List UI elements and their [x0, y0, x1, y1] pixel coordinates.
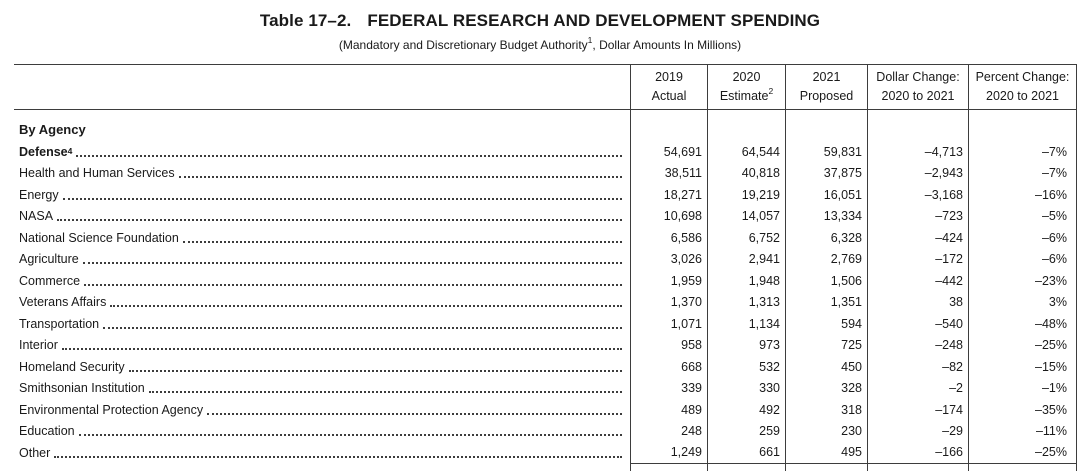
- cell-percent-change: 3%: [968, 292, 1077, 314]
- row-label: Veterans Affairs: [19, 295, 107, 310]
- cell-percent-change: –25%: [968, 442, 1077, 464]
- cell-dollar-change: –2,943: [867, 163, 968, 185]
- row-label: Energy: [19, 187, 59, 202]
- cell-percent-change: –16%: [968, 184, 1077, 206]
- dot-leader: [129, 370, 622, 372]
- table-title: [0, 11, 1080, 31]
- cell-2019-actual: 6,586: [630, 227, 707, 249]
- cell-2020-estimate: 532: [707, 356, 785, 378]
- dot-leader: [183, 241, 622, 243]
- cell-2021-proposed: 13,334: [785, 206, 867, 228]
- cell-dollar-change: –424: [867, 227, 968, 249]
- dot-leader: [62, 348, 622, 350]
- section-label: By Agency: [19, 122, 86, 137]
- cell-2021-proposed: 6,328: [785, 227, 867, 249]
- cell-2020-estimate: 2,941: [707, 249, 785, 271]
- subtitle-text: , Dollar Amounts In Millions): [592, 38, 742, 52]
- cell-2019-actual: 668: [630, 356, 707, 378]
- row-label: Defense: [19, 144, 68, 159]
- cell-2020-estimate: 661: [707, 442, 785, 464]
- row-label: Transportation: [19, 316, 100, 331]
- cell-percent-change: –11%: [968, 421, 1077, 443]
- cell-percent-change: –35%: [968, 399, 1077, 421]
- cell-percent-change: –48%: [968, 313, 1077, 335]
- cell-2021-proposed: 328: [785, 378, 867, 400]
- cell-2021-proposed: 725: [785, 335, 867, 357]
- cell-percent-change: –5%: [968, 206, 1077, 228]
- column-header-2021-proposed: 2021 Proposed: [785, 64, 867, 110]
- cell-2019-actual: 248: [630, 421, 707, 443]
- cell-dollar-change: –3,168: [867, 184, 968, 206]
- row-label: Interior: [19, 338, 58, 353]
- cell-2019-actual: 38,511: [630, 163, 707, 185]
- cell-2019-actual: 1,959: [630, 270, 707, 292]
- cell-dollar-change: –540: [867, 313, 968, 335]
- cell-2021-proposed: 450: [785, 356, 867, 378]
- subtitle-text: (Mandatory and Discretionary Budget Authority: [338, 38, 588, 52]
- cell-dollar-change: –723: [867, 206, 968, 228]
- dot-leader: [207, 413, 622, 415]
- stub-header-cell: [14, 64, 630, 110]
- cell-2020-estimate: 1,948: [707, 270, 785, 292]
- column-header-dollar-change: Dollar Change: 2020 to 2021: [867, 64, 968, 110]
- row-label: National Science Foundation: [19, 230, 179, 245]
- cell-2019-actual: 3,026: [630, 249, 707, 271]
- dot-leader: [54, 456, 622, 458]
- cell-2021-proposed: 2,769: [785, 249, 867, 271]
- table-title-block: [0, 11, 1080, 52]
- cell-dollar-change: –29: [867, 421, 968, 443]
- cell-2020-estimate: 14,057: [707, 206, 785, 228]
- cell-2020-estimate: 492: [707, 399, 785, 421]
- cell-2021-proposed: 318: [785, 399, 867, 421]
- cell-2021-proposed: 37,875: [785, 163, 867, 185]
- cell-2021-proposed: 59,831: [785, 141, 867, 163]
- row-label: Smithsonian Institution: [19, 381, 145, 396]
- cell-percent-change: –1%: [968, 378, 1077, 400]
- cell-2020-estimate: 259: [707, 421, 785, 443]
- row-label: Environmental Protection Agency: [19, 402, 204, 417]
- cell-2021-proposed: 594: [785, 313, 867, 335]
- cell-2019-actual: 1,249: [630, 442, 707, 464]
- cell-2020-estimate: 19,219: [707, 184, 785, 206]
- cell-2019-actual: 10,698: [630, 206, 707, 228]
- cell-dollar-change: –174: [867, 399, 968, 421]
- dot-leader: [83, 262, 622, 264]
- cell-2019-actual: 958: [630, 335, 707, 357]
- footnote-marker: 1: [587, 35, 593, 45]
- row-label: Education: [19, 424, 75, 439]
- data-table: [14, 64, 1077, 471]
- row-label: Homeland Security: [19, 359, 125, 374]
- cell-2019-actual: 489: [630, 399, 707, 421]
- dot-leader: [110, 305, 622, 307]
- cell-2020-estimate: 64,544: [707, 141, 785, 163]
- cell-percent-change: –7%: [968, 163, 1077, 185]
- dot-leader: [84, 284, 622, 286]
- cell-2020-estimate: 6,752: [707, 227, 785, 249]
- dot-leader: [57, 219, 622, 221]
- cell-2020-estimate: 330: [707, 378, 785, 400]
- footnote-marker: 4: [67, 145, 73, 156]
- row-label: NASA: [19, 209, 54, 224]
- cell-percent-change: –23%: [968, 270, 1077, 292]
- table-number: Table 17–2.: [259, 11, 352, 30]
- column-header-2019-actual: 2019 Actual: [630, 64, 707, 110]
- cell-2019-actual: 339: [630, 378, 707, 400]
- cell-2020-estimate: 1,134: [707, 313, 785, 335]
- cell-dollar-change: –442: [867, 270, 968, 292]
- cell-2019-actual: 18,271: [630, 184, 707, 206]
- cell-percent-change: –6%: [968, 249, 1077, 271]
- cell-2019-actual: 54,691: [630, 141, 707, 163]
- table-heading: FEDERAL RESEARCH AND DEVELOPMENT SPENDING: [367, 11, 821, 30]
- cell-dollar-change: –166: [867, 442, 968, 464]
- row-label: Health and Human Services: [19, 166, 175, 181]
- cell-dollar-change: –248: [867, 335, 968, 357]
- dot-leader: [79, 434, 622, 436]
- dot-leader: [76, 155, 622, 157]
- cell-percent-change: –25%: [968, 335, 1077, 357]
- cell-percent-change: –15%: [968, 356, 1077, 378]
- cell-2021-proposed: 1,351: [785, 292, 867, 314]
- footnote-marker: 2: [768, 85, 774, 96]
- cell-dollar-change: –82: [867, 356, 968, 378]
- row-label: Commerce: [19, 273, 81, 288]
- cell-percent-change: –6%: [968, 227, 1077, 249]
- cell-dollar-change: –172: [867, 249, 968, 271]
- cell-2021-proposed: 230: [785, 421, 867, 443]
- dot-leader: [103, 327, 622, 329]
- table-subtitle: [0, 36, 1080, 52]
- cell-2020-estimate: 40,818: [707, 163, 785, 185]
- column-header-2020-estimate: 2020 Estimate$^2$: [707, 64, 785, 110]
- dot-leader: [149, 391, 622, 393]
- cell-2019-actual: 1,370: [630, 292, 707, 314]
- cell-percent-change: –7%: [968, 141, 1077, 163]
- cell-dollar-change: –2: [867, 378, 968, 400]
- column-header-percent-change: Percent Change: 2020 to 2021: [968, 64, 1077, 110]
- dot-leader: [179, 176, 622, 178]
- row-label: Other: [19, 445, 51, 460]
- cell-2020-estimate: 1,313: [707, 292, 785, 314]
- cell-dollar-change: 38: [867, 292, 968, 314]
- dot-leader: [63, 198, 622, 200]
- cell-2020-estimate: 973: [707, 335, 785, 357]
- cell-2021-proposed: 1,506: [785, 270, 867, 292]
- cell-dollar-change: –4,713: [867, 141, 968, 163]
- cell-2019-actual: 1,071: [630, 313, 707, 335]
- cell-2021-proposed: 495: [785, 442, 867, 464]
- row-label: Agriculture: [19, 252, 79, 267]
- cell-2021-proposed: 16,051: [785, 184, 867, 206]
